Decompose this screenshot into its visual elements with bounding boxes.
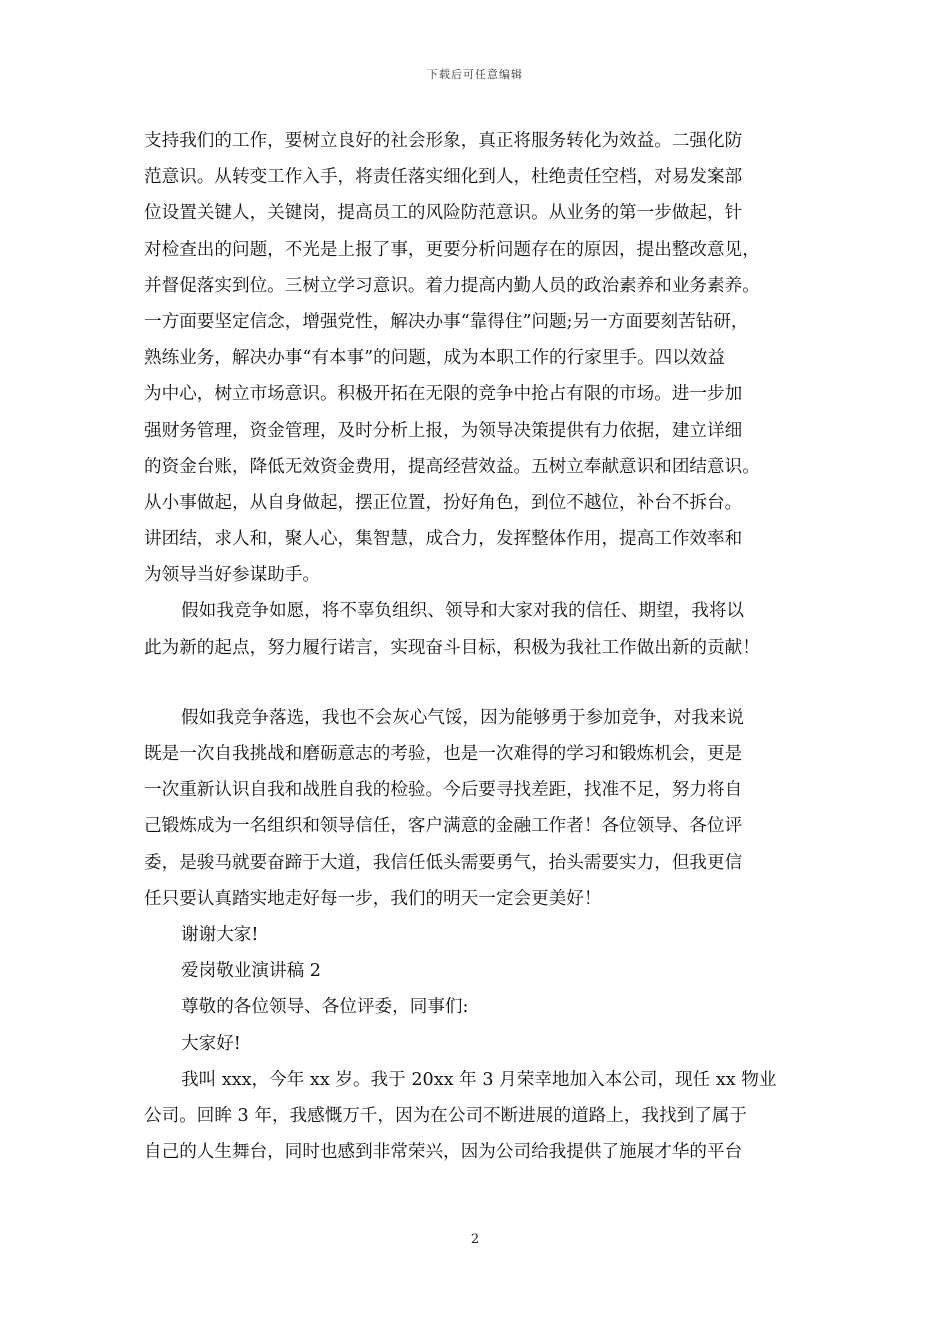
text-line: 此为新的起点，努力履行诺言，实现奋斗目标，积极为我社工作做出新的贡献！ <box>144 637 760 658</box>
text-line: 支持我们的工作，要树立良好的社会形象，真正将服务转化为效益。二强化防 <box>144 131 743 151</box>
page-header: 下载后可任意编辑 <box>427 68 523 81</box>
section-title: 爱岗敬业演讲稿 2 <box>181 961 321 982</box>
text-line: 一次重新认识自我和战胜自我的检验。今后要寻找差距，找准不足，努力将自 <box>144 780 743 801</box>
document-body <box>144 123 824 1170</box>
text-line: 从小事做起，从自身做起，摆正位置，扮好角色，到位不越位，补台不拆台。 <box>144 492 743 513</box>
text-line: 尊敬的各位领导、各位评委，同事们: <box>181 997 469 1018</box>
text-line: 己锻炼成为一名组织和领导信任，客户满意的金融工作者！各位领导、各位评 <box>144 816 743 837</box>
text-line: 谢谢大家! <box>181 924 259 945</box>
text-line: 既是一次自我挑战和磨砺意志的考验，也是一次难得的学习和锻炼机会，更是 <box>144 744 743 764</box>
text-line: 委，是骏马就要奋蹄于大道，我信任低头需要勇气，抬头需要实力，但我更信 <box>144 852 743 873</box>
text-line: 我叫 xxx，今年 xx 岁。我于 20xx 年 3 月荣幸地加入本公司，现任 xx 物业 <box>181 1069 777 1090</box>
text-line: 为领导当好参谋助手。 <box>144 565 320 586</box>
text-line: 并督促落实到位。三树立学习意识。着力提高内勤人员的政治素养和业务素养。 <box>144 275 760 296</box>
text-line: 公司。回眸 3 年，我感慨万千，因为在公司不断进展的道路上，我找到了属于 <box>144 1105 747 1126</box>
page-number: 2 <box>470 1232 480 1247</box>
text-line: 假如我竞争落选，我也不会灰心气馁，因为能够勇于参加竞争，对我来说 <box>181 707 745 728</box>
text-line: 强财务管理，资金管理，及时分析上报，为领导决策提供有力依据，建立详细 <box>144 420 743 441</box>
text-line: 假如我竞争如愿，将不辜负组织、领导和大家对我的信任、期望，我将以 <box>181 601 745 622</box>
text-line: 讲团结，求人和，聚人心，集智慧，成合力，发挥整体作用，提高工作效率和 <box>144 529 743 550</box>
text-line: 范意识。从转变工作入手，将责任落实细化到人，杜绝责任空档，对易发案部 <box>144 167 743 188</box>
text-line: 的资金台账，降低无效资金费用，提高经营效益。五树立奉献意识和团结意识。 <box>144 456 760 477</box>
paragraph-gap <box>144 666 824 700</box>
text-line: 熟练业务，解决办事“有本事”的问题，成为本职工作的行家里手。四以效益 <box>144 348 725 369</box>
text-line: 为中心，树立市场意识。积极开拓在无限的竞争中抢占有限的市场。进一步加 <box>144 384 743 405</box>
text-line: 对检查出的问题，不光是上报了事，更要分析问题存在的原因，提出整改意见， <box>144 239 760 260</box>
text-line: 一方面要坚定信念，增强党性，解决办事“靠得住”问题;另一方面要刻苦钻研， <box>144 311 749 332</box>
text-line: 任只要认真踏实地走好每一步，我们的明天一定会更美好！ <box>144 888 602 909</box>
text-line: 位设置关键人，关键岗，提高员工的风险防范意识。从业务的第一步做起，针 <box>144 203 743 224</box>
text-line: 大家好! <box>181 1033 241 1054</box>
text-line: 自己的人生舞台，同时也感到非常荣兴，因为公司给我提供了施展才华的平台 <box>144 1142 743 1163</box>
